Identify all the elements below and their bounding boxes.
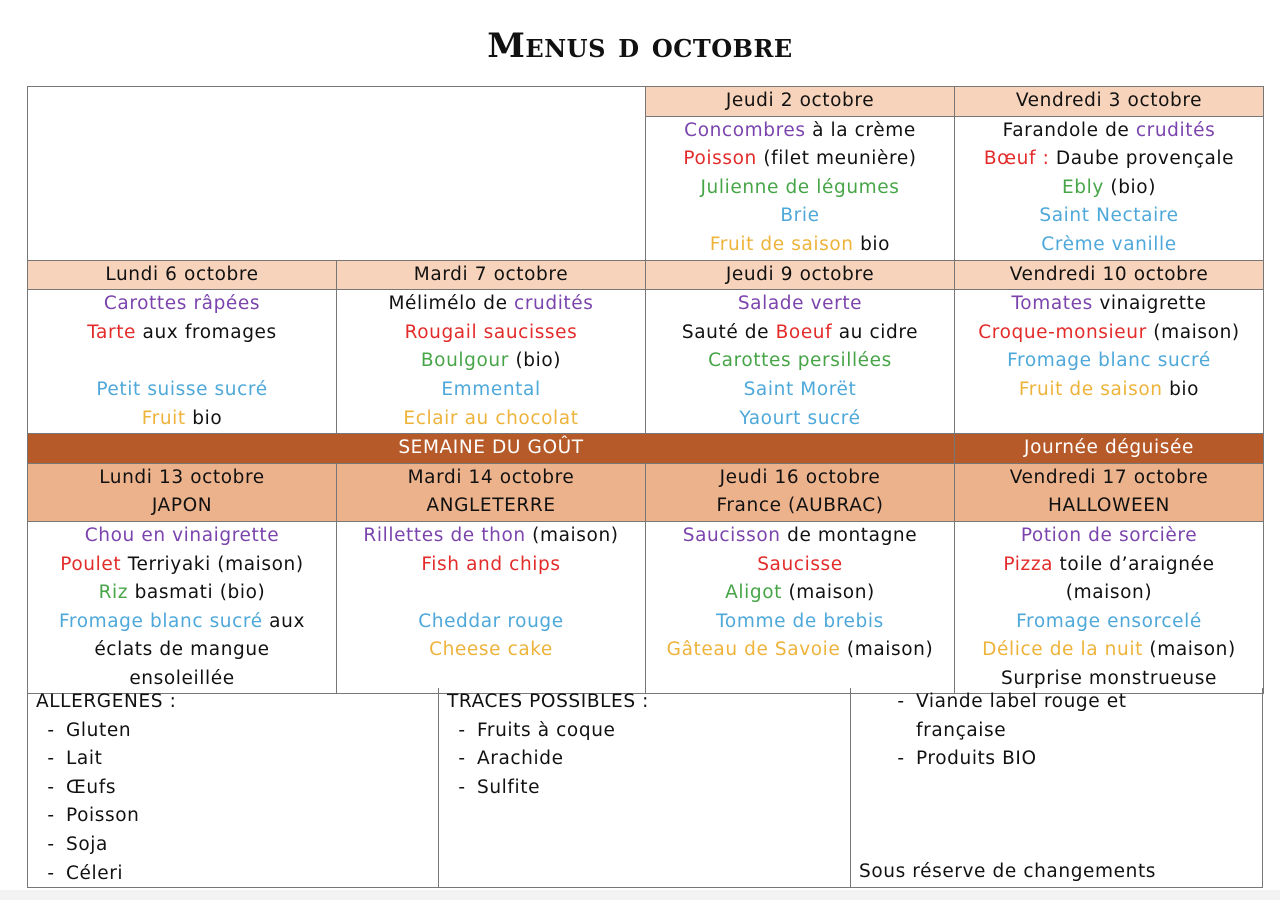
menu-text: Fruit de saison bbox=[709, 233, 854, 255]
note-text: Produits BIO bbox=[916, 748, 1037, 770]
day-header: Vendredi 3 octobre bbox=[955, 87, 1264, 117]
menu-text: Daube provençale bbox=[1055, 148, 1235, 170]
menu-text: Carottes persillées bbox=[708, 350, 892, 372]
menu-line bbox=[646, 145, 954, 174]
bottom-strip bbox=[0, 890, 1280, 900]
menu-line bbox=[955, 290, 1263, 319]
list-item bbox=[36, 774, 438, 803]
menu-text: Aligot bbox=[725, 582, 782, 604]
note-item bbox=[859, 688, 1262, 717]
list-item-text: Œufs bbox=[66, 776, 117, 798]
note-text: Viande label rouge et bbox=[916, 691, 1127, 712]
menu-line bbox=[955, 608, 1263, 637]
page-title: Menus d octobre bbox=[487, 26, 793, 66]
menu-line bbox=[646, 347, 954, 376]
menu-text: Terriyaki (maison) bbox=[121, 553, 304, 575]
menu-text: Crème vanille bbox=[1041, 233, 1177, 255]
menu-text: (maison) bbox=[781, 582, 875, 604]
day-header: Vendredi 17 octobre HALLOWEEN bbox=[955, 463, 1264, 521]
menu-text: Rillettes de thon bbox=[363, 524, 526, 546]
dash-bullet: - bbox=[458, 776, 466, 798]
menu-table bbox=[27, 86, 1264, 694]
menu-text: Brie bbox=[780, 205, 820, 227]
menu-line bbox=[646, 319, 954, 348]
menu-text: à la crème bbox=[805, 119, 916, 141]
menu-line bbox=[646, 202, 954, 231]
menu-text: Fruit de saison bbox=[1018, 378, 1163, 400]
menu-text: (maison) bbox=[1146, 321, 1240, 343]
menu-text: ensoleillée bbox=[129, 667, 235, 689]
dash-bullet: - bbox=[47, 862, 55, 884]
day-menu bbox=[646, 290, 955, 434]
traces-section bbox=[439, 688, 851, 887]
menu-text: crudités bbox=[514, 293, 594, 315]
list-item bbox=[36, 831, 438, 860]
menu-text: Chou en vinaigrette bbox=[84, 524, 280, 546]
dash-bullet: - bbox=[897, 748, 905, 770]
menu-text: Croque-monsieur bbox=[978, 321, 1147, 343]
menu-line bbox=[28, 319, 336, 348]
menu-text: Délice de la nuit bbox=[982, 639, 1143, 661]
menu-line bbox=[337, 347, 645, 376]
list-item bbox=[36, 745, 438, 774]
reserve-note: Sous réserve de changements bbox=[859, 861, 1157, 883]
menu-text: aux bbox=[262, 610, 305, 632]
day-header: Lundi 6 octobre bbox=[28, 260, 337, 290]
menu-line bbox=[955, 551, 1263, 580]
menu-text: Boulgour bbox=[420, 350, 509, 372]
menu-text: Fish and chips bbox=[421, 553, 561, 575]
day-menu bbox=[955, 290, 1264, 434]
menu-text: Ebly bbox=[1061, 176, 1104, 198]
menu-line bbox=[337, 319, 645, 348]
day-header: Lundi 13 octobre JAPON bbox=[28, 463, 337, 521]
menu-line bbox=[955, 174, 1263, 203]
menu-line bbox=[28, 636, 336, 665]
day-menu bbox=[646, 521, 955, 694]
list-item-text: Fruits à coque bbox=[477, 719, 616, 741]
menu-text: éclats de mangue bbox=[94, 639, 270, 661]
dash-bullet: - bbox=[458, 719, 466, 741]
day-menu bbox=[337, 290, 646, 434]
menu-line bbox=[646, 608, 954, 637]
menu-line bbox=[337, 608, 645, 637]
list-item bbox=[447, 745, 850, 774]
dash-bullet: - bbox=[47, 833, 55, 855]
day-header: Vendredi 10 octobre bbox=[955, 260, 1264, 290]
menu-text: (maison) bbox=[840, 639, 934, 661]
list-item bbox=[36, 802, 438, 831]
menu-text: Fruit bbox=[141, 407, 186, 429]
menu-text: (maison) bbox=[525, 524, 619, 546]
menu-text: Sauté de bbox=[681, 321, 776, 343]
day-menu bbox=[28, 521, 337, 694]
dash-bullet: - bbox=[458, 748, 466, 770]
notes-list bbox=[859, 688, 1262, 774]
traces-title: TRACES POSSIBLES : bbox=[447, 691, 649, 712]
menu-text: toile d’araignée bbox=[1053, 553, 1215, 575]
list-item-text: Lait bbox=[66, 748, 103, 770]
menu-line bbox=[28, 579, 336, 608]
menu-line bbox=[337, 636, 645, 665]
menu-line bbox=[337, 579, 645, 608]
menu-text: Mélimélo de bbox=[388, 293, 515, 315]
list-item bbox=[36, 717, 438, 746]
list-item-text: Sulfite bbox=[477, 776, 541, 798]
menu-line bbox=[28, 405, 336, 434]
menu-text: Poisson bbox=[683, 148, 757, 170]
day-header: Mardi 7 octobre bbox=[337, 260, 646, 290]
menu-line bbox=[28, 290, 336, 319]
menu-line bbox=[337, 522, 645, 551]
menu-line bbox=[955, 117, 1263, 146]
menu-line bbox=[646, 231, 954, 260]
menu-text: Tarte bbox=[87, 321, 137, 343]
menu-text: de montagne bbox=[780, 524, 918, 546]
menu-line bbox=[337, 376, 645, 405]
list-item-text: Gluten bbox=[66, 719, 132, 741]
list-item bbox=[447, 774, 850, 803]
day-menu bbox=[955, 521, 1264, 694]
day-theme: HALLOWEEN bbox=[1048, 495, 1170, 517]
menu-line bbox=[646, 551, 954, 580]
menu-text: Julienne de légumes bbox=[700, 176, 900, 198]
day-header: Jeudi 2 octobre bbox=[646, 87, 955, 117]
menu-text: bio bbox=[185, 407, 223, 429]
menu-text: Saint Nectaire bbox=[1039, 205, 1179, 227]
menu-text: Cheese cake bbox=[429, 639, 553, 661]
traces-list bbox=[447, 717, 850, 803]
menu-text: Concombres bbox=[684, 119, 806, 141]
note-item bbox=[859, 717, 1262, 746]
menu-text: Surprise monstrueuse bbox=[1001, 667, 1217, 689]
dash-bullet: - bbox=[897, 691, 905, 712]
empty-cell bbox=[28, 87, 646, 261]
menu-text: Rougail saucisses bbox=[404, 321, 578, 343]
menu-text: Fromage blanc sucré bbox=[1007, 350, 1211, 372]
menu-line bbox=[955, 347, 1263, 376]
menu-line bbox=[646, 579, 954, 608]
dash-bullet: - bbox=[47, 805, 55, 827]
footer-info bbox=[27, 688, 1263, 888]
list-item-text: Céleri bbox=[66, 862, 124, 884]
menu-text: (filet meunière) bbox=[756, 148, 917, 170]
menu-line bbox=[955, 202, 1263, 231]
allergens-title: ALLERGENES : bbox=[36, 691, 177, 712]
menu-line bbox=[955, 522, 1263, 551]
note-text: française bbox=[916, 719, 1007, 741]
menu-text: Fromage blanc sucré bbox=[59, 610, 263, 632]
list-item-text: Soja bbox=[66, 833, 108, 855]
menu-line bbox=[646, 522, 954, 551]
menu-text: vinaigrette bbox=[1092, 293, 1207, 315]
list-item-text: Arachide bbox=[477, 748, 564, 770]
menu-text: Petit suisse sucré bbox=[96, 378, 268, 400]
menu-line bbox=[28, 551, 336, 580]
day-menu bbox=[337, 521, 646, 694]
day-menu bbox=[646, 116, 955, 260]
list-item bbox=[36, 860, 438, 889]
menu-text: Poulet bbox=[60, 553, 122, 575]
day-theme: ANGLETERRE bbox=[426, 495, 556, 517]
menu-line bbox=[337, 290, 645, 319]
menu-text: Saint Morët bbox=[743, 378, 857, 400]
menu-line bbox=[337, 551, 645, 580]
menu-text: Saucisse bbox=[757, 553, 843, 575]
menu-line bbox=[646, 290, 954, 319]
menu-line bbox=[955, 579, 1263, 608]
day-menu bbox=[28, 290, 337, 434]
menu-text: Eclair au chocolat bbox=[403, 407, 579, 429]
menu-line bbox=[955, 145, 1263, 174]
menu-line bbox=[646, 174, 954, 203]
menu-text: Yaourt sucré bbox=[739, 407, 861, 429]
day-header: Jeudi 9 octobre bbox=[646, 260, 955, 290]
menu-text: (maison) bbox=[1065, 582, 1153, 604]
menu-text: Potion de sorcière bbox=[1020, 524, 1198, 546]
menu-text: Fromage ensorcelé bbox=[1016, 610, 1202, 632]
menu-text: (bio) bbox=[1103, 176, 1157, 198]
note-item bbox=[859, 745, 1262, 774]
menu-text: Pizza bbox=[1003, 553, 1054, 575]
menu-text: Gâteau de Savoie bbox=[666, 639, 841, 661]
list-item bbox=[447, 717, 850, 746]
menu-text: bio bbox=[1162, 378, 1200, 400]
menu-line bbox=[28, 376, 336, 405]
menu-text: Farandole de bbox=[1002, 119, 1136, 141]
menu-text: Bœuf : bbox=[983, 148, 1056, 170]
menu-line bbox=[646, 405, 954, 434]
menu-line bbox=[955, 636, 1263, 665]
menu-text: au cidre bbox=[832, 321, 919, 343]
allergens-list bbox=[36, 717, 438, 889]
dash-bullet: - bbox=[47, 748, 55, 770]
menu-text: Tomates bbox=[1011, 293, 1093, 315]
menu-line bbox=[28, 522, 336, 551]
menu-line bbox=[28, 347, 336, 376]
menu-text: aux fromages bbox=[136, 321, 277, 343]
dash-bullet: - bbox=[47, 776, 55, 798]
menu-text: (bio) bbox=[508, 350, 562, 372]
day-header: Jeudi 16 octobre France (AUBRAC) bbox=[646, 463, 955, 521]
menu-text: Boeuf bbox=[775, 321, 833, 343]
menu-line bbox=[955, 231, 1263, 260]
menu-text: Carottes râpées bbox=[103, 293, 261, 315]
costume-day-band: Journée déguisée bbox=[955, 434, 1264, 464]
menu-text: (maison) bbox=[1142, 639, 1236, 661]
menu-line bbox=[955, 376, 1263, 405]
day-menu bbox=[955, 116, 1264, 260]
dash-bullet: - bbox=[47, 719, 55, 741]
day-header: Mardi 14 octobre ANGLETERRE bbox=[337, 463, 646, 521]
day-theme: JAPON bbox=[151, 495, 213, 517]
menu-text: Emmental bbox=[441, 378, 541, 400]
menu-text: Cheddar rouge bbox=[418, 610, 564, 632]
notes-section bbox=[851, 688, 1262, 887]
menu-line bbox=[28, 608, 336, 637]
menu-text: crudités bbox=[1135, 119, 1216, 141]
menu-text: Riz bbox=[98, 582, 129, 604]
menu-line bbox=[337, 405, 645, 434]
menu-line bbox=[646, 376, 954, 405]
day-theme: France (AUBRAC) bbox=[716, 495, 884, 517]
taste-week-band: SEMAINE DU GOÛT bbox=[28, 434, 955, 464]
allergens-section bbox=[28, 688, 439, 887]
menu-line bbox=[955, 319, 1263, 348]
list-item-text: Poisson bbox=[66, 805, 140, 827]
menu-line bbox=[646, 636, 954, 665]
menu-text: bio bbox=[853, 233, 891, 255]
menu-text: Salade verte bbox=[737, 293, 863, 315]
menu-text: basmati (bio) bbox=[128, 582, 266, 604]
menu-text: Tomme de brebis bbox=[716, 610, 884, 632]
menu-text: Saucisson bbox=[682, 524, 781, 546]
menu-line bbox=[646, 117, 954, 146]
